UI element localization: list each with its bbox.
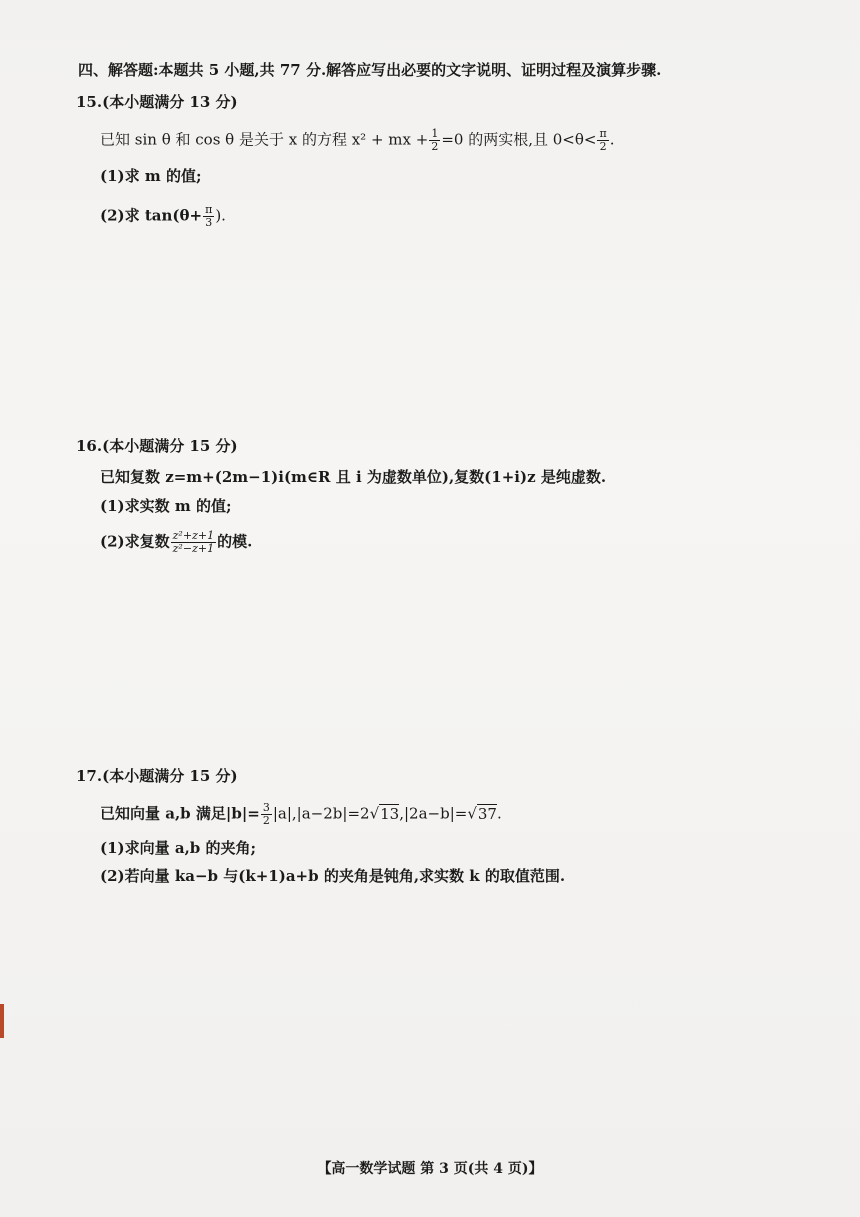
scan-edge-mark xyxy=(0,1004,4,1038)
q17-part2: (2)若向量 ka−b 与(k+1)a+b 的夹角是钝角,求实数 k 的取值范围. xyxy=(100,867,566,885)
q17-stem-d: . xyxy=(496,804,502,823)
q16-stem: 已知复数 z=m+(2m−1)i(m∈R 且 i 为虚数单位),复数(1+i)z 是纯虚数. xyxy=(100,468,607,486)
q15-stem xyxy=(100,128,614,153)
q15-fraction-half: $\frac{1}{2}$ xyxy=(431,127,439,153)
q17-sqrt-13: 13 xyxy=(380,804,400,823)
q17-stem-b: |a|,|a−2b|=2 xyxy=(272,804,370,823)
q15-heading: 15.(本小题满分 13 分) xyxy=(76,93,238,111)
q17-stem-c: ,|2a−b|= xyxy=(399,804,468,823)
q16-part2 xyxy=(100,530,252,555)
q16-heading: 16.(本小题满分 15 分) xyxy=(76,437,238,455)
q15-part2-b: ). xyxy=(215,206,226,225)
q15-part2-a: (2)求 tan(θ+ xyxy=(100,206,203,225)
q16-part2-b: 的模. xyxy=(217,532,253,551)
q17-stem-a: 已知向量 a,b 满足|b|= xyxy=(100,804,260,823)
q15-fraction-pi-third: $\frac{\pi}{3}$ xyxy=(205,203,213,229)
q17-part1: (1)求向量 a,b 的夹角; xyxy=(100,839,257,857)
q15-stem-b: =0 的两实根,且 0<θ< xyxy=(441,130,597,149)
section-title: 四、解答题:本题共 5 小题,共 77 分.解答应写出必要的文字说明、证明过程及演算步骤. xyxy=(78,61,662,79)
q15-stem-a: 已知 sin θ 和 cos θ 是关于 x 的方程 x² + mx + xyxy=(100,130,429,149)
q17-sqrt-37: 37 xyxy=(477,804,497,823)
page-footer: 【高一数学试题 第 3 页(共 4 页)】 xyxy=(317,1161,543,1177)
q17-fraction: $\frac{3}{2}$ xyxy=(262,801,270,827)
q15-part2 xyxy=(100,204,226,229)
q15-part1: (1)求 m 的值; xyxy=(100,167,202,185)
q15-stem-c: . xyxy=(609,130,615,149)
q16-part2-a: (2)求复数 xyxy=(100,532,170,551)
q16-part1: (1)求实数 m 的值; xyxy=(100,497,232,515)
q17-stem: 已知向量 a,b 满足|b|= $\frac{3}{2}$ |a|,|a−2b|=2√13,|2a−b|=√37. xyxy=(100,801,502,827)
q16-fraction: $\frac{\text{z²+z+1}}{\text{z²−z+1}}$ xyxy=(172,529,215,555)
q15-fraction-pi-half: $\frac{\pi}{2}$ xyxy=(599,127,607,153)
q17-heading: 17.(本小题满分 15 分) xyxy=(76,767,238,785)
